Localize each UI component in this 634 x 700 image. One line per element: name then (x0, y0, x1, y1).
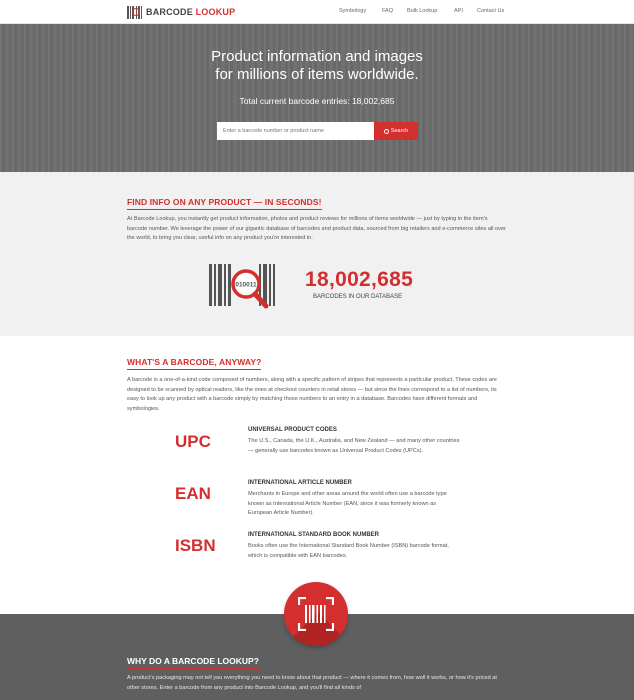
whats-a-barcode-heading: WHAT'S A BARCODE, ANYWAY? (127, 357, 261, 370)
nav-bulk-lookup[interactable]: Bulk Lookup (407, 8, 438, 14)
brand-logo[interactable] (127, 5, 235, 19)
ean-description: Merchants in Europe and other areas around the world often use a barcode type known as International Article Number (EAN, since it was formerly known as European Article Number). (248, 491, 447, 516)
total-entries-text: Total current barcode entries: 18,002,685 (239, 96, 395, 106)
barcode-logo-icon (127, 6, 143, 19)
ean-title: INTERNATIONAL ARTICLE NUMBER (248, 480, 352, 486)
top-navigation (0, 0, 634, 24)
search-button-label: Search (390, 128, 409, 134)
brand-name: BARCODE LOOKUP (146, 7, 236, 17)
hero-section (0, 24, 634, 172)
hero-title: Product information and images for millions of items worldwide. (211, 48, 423, 83)
find-info-text: At Barcode Lookup, you instantly get product information, photos and product reviews for millions of items worldwide — just by typing in the item's barcode number. We leverage the power of our gigantic database of barcodes and product data, sourced from big retailers and e-commerce sites all over the world, to bring you clear, useful info on any product you're interested in. (127, 216, 506, 241)
isbn-label: ISBN (175, 536, 216, 555)
nav-symbology[interactable]: Symbology (339, 8, 367, 14)
barcode-scan-badge (284, 582, 348, 646)
nav-faq[interactable]: FAQ (382, 8, 394, 14)
upc-label: UPC (175, 432, 211, 451)
isbn-description: Books often use the International Standard Book Number (ISBN) barcode format, which is compatible with EAN barcodes. (248, 543, 449, 559)
whats-a-barcode-section (0, 336, 634, 614)
barcode-scan-icon (298, 597, 334, 631)
isbn-title: INTERNATIONAL STANDARD BOOK NUMBER (248, 532, 379, 538)
search-input[interactable] (217, 122, 374, 140)
why-heading: WHY DO A BARCODE LOOKUP? (127, 656, 259, 669)
nav-api[interactable]: API (454, 8, 463, 14)
upc-description: The U.S., Canada, the U.K., Australia, and New Zealand — and many other countries — generally use barcodes known as Universal Product Codes (UPCs). (248, 438, 460, 454)
upc-title: UNIVERSAL PRODUCT CODES (248, 427, 337, 433)
search-button[interactable] (374, 122, 418, 140)
barcode-count: 18,002,685 (305, 268, 414, 291)
svg-text:010011: 010011 (235, 281, 257, 289)
find-info-heading: FIND INFO ON ANY PRODUCT — IN SECONDS! (127, 197, 322, 210)
find-info-section (0, 172, 634, 336)
search-icon (384, 129, 389, 134)
barcode-count-label: BARCODES IN OUR DATABASE (313, 294, 403, 300)
whats-a-barcode-text: A barcode is a one-of-a-kind code composed of numbers, along with a specific pattern of stripes that represents a particular product. These codes are designed to be scanned by optical readers, like the ones at checkout counters in retail stores — but since the lines correspond to a list of numbers, its easy to look up any product with a barcode simply by matching those numbers to an entry in a database. Barcodes have different formats and symbologies. (127, 377, 497, 412)
barcode-magnifier-icon (209, 264, 275, 316)
ean-label: EAN (175, 484, 211, 503)
why-text: A product's packaging may not tell you everything you need to know about that product — where it comes from, how well it works, or how it's priced at other stores. Enter a barcode from any product into Barcode Lookup, and you'll find all kinds of (127, 675, 497, 691)
nav-contact-us[interactable]: Contact Us (477, 8, 505, 14)
